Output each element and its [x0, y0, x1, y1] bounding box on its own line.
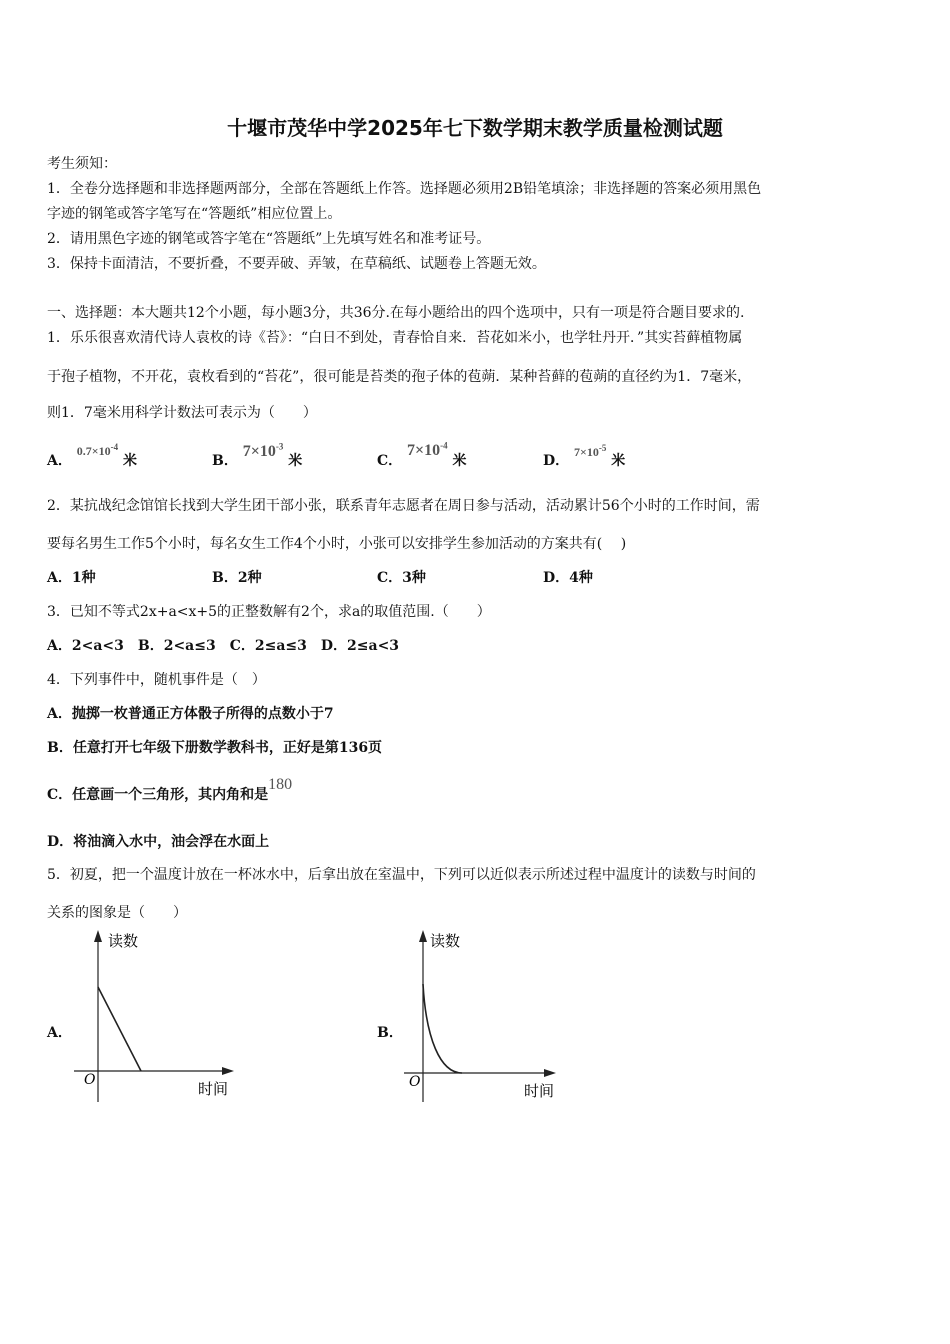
option-label: A． [47, 453, 72, 469]
option-label: C． [377, 453, 403, 469]
option-unit: 米 [288, 453, 303, 469]
graph-line [98, 987, 141, 1071]
angle-value: 180 [268, 776, 293, 793]
q1-line-3: 则1．7毫米用科学计数法可表示为（ ） [47, 405, 317, 421]
q2-option-b: B．2种 [212, 570, 262, 586]
y-axis-label: 读数 [108, 932, 139, 950]
page-title: 十堰市茂华中学2025年七下数学期末教学质量检测试题 [227, 116, 723, 140]
notice-line-1b: 字迹的钢笔或答字笔写在“答题纸”相应位置上。 [47, 206, 342, 222]
y-axis-arrow [94, 930, 102, 942]
q2-option-a: A．1种 [47, 570, 96, 586]
q4-option-d: D．将油滴入水中，油会浮在水面上 [47, 834, 270, 850]
q5-line-2: 关系的图象是（ ） [47, 905, 187, 921]
notice-line-3: 3．保持卡面清洁，不要折叠，不要弄破、弄皱，在草稿纸、试题卷上答题无效。 [47, 256, 546, 272]
option-text: C．任意画一个三角形，其内角和是 [47, 787, 269, 803]
graph-a-label: A． [47, 1025, 72, 1041]
origin-label: O [409, 1074, 421, 1090]
option-unit: 米 [611, 453, 626, 469]
option-exponent: -3 [275, 441, 284, 452]
graph-b-label: B． [377, 1025, 403, 1041]
option-base: 7×10 [407, 442, 441, 459]
q4-stem: 4．下列事件中，随机事件是（ ） [47, 672, 266, 688]
x-axis-arrow [222, 1067, 234, 1075]
option-base: 0.7×10 [76, 444, 111, 458]
notice-line-2: 2．请用黑色字迹的钢笔或答字笔在“答题纸”上先填写姓名和准考证号。 [47, 231, 491, 247]
x-axis-label: 时间 [198, 1080, 229, 1098]
q3-options: A．2<a<3 B．2<a≤3 C．2≤a≤3 D．2≤a<3 [47, 638, 400, 654]
graph-curve [423, 984, 462, 1073]
section-heading: 一、选择题：本大题共12个小题，每小题3分，共36分.在每小题给出的四个选项中，只有一项是符合题目要求的. [47, 305, 745, 321]
option-exponent: -4 [440, 440, 448, 451]
q4-option-a: A．抛掷一枚普通正方体骰子所得的点数小于7 [47, 706, 334, 722]
q4-option-b: B．任意打开七年级下册数学教科书，正好是第136页 [47, 740, 383, 756]
q3-stem: 3．已知不等式2x+a<x+5的正整数解有2个，求a的取值范围.（ ） [47, 604, 491, 620]
q2-option-d: D．4种 [543, 570, 593, 586]
graph-b [400, 928, 580, 1106]
notice-heading: 考生须知： [47, 156, 117, 172]
q1-line-2: 于孢子植物，不开花，袁枚看到的“苔花”，很可能是苔类的孢子体的苞蒴．某种苔藓的苞蒴的直径约为1．7毫米， [47, 369, 752, 385]
option-label: D． [543, 453, 570, 469]
y-axis-label: 读数 [430, 932, 461, 950]
q1-option-c [377, 440, 467, 470]
q5-line-1: 5．初夏，把一个温度计放在一杯冰水中，后拿出放在室温中，下列可以近似表示所述过程中温度计的读数与时间的 [47, 867, 756, 883]
notice-line-1a: 1．全卷分选择题和非选择题两部分，全部在答题纸上作答。选择题必须用2B铅笔填涂；非选择题的答案必须用黑色 [47, 181, 762, 197]
x-axis-label: 时间 [524, 1082, 555, 1100]
q1-option-a [47, 442, 137, 470]
q2-line-1: 2．某抗战纪念馆馆长找到大学生团干部小张，联系青年志愿者在周日参与活动，活动累计56个小时的工作时间，需 [47, 498, 760, 514]
graph-a [70, 928, 250, 1106]
q2-line-2: 要每名男生工作5个小时，每名女生工作4个小时，小张可以安排学生参加活动的方案共有( ) [47, 536, 627, 552]
x-axis-arrow [544, 1069, 556, 1077]
q2-option-c: C．3种 [377, 570, 426, 586]
q1-line-1: 1．乐乐很喜欢清代诗人袁枚的诗《苔》：“白日不到处，青春恰自来．苔花如米小，也学牡丹开．”其实苔藓植物属 [47, 330, 743, 346]
y-axis-arrow [419, 930, 427, 942]
option-label: B． [212, 453, 238, 469]
q1-option-d [543, 443, 626, 470]
option-exponent: -5 [598, 443, 607, 453]
option-unit: 米 [452, 453, 467, 469]
option-unit: 米 [122, 453, 137, 469]
option-base: 7×10 [242, 443, 276, 460]
option-exponent: -4 [110, 442, 119, 452]
option-base: 7×10 [574, 445, 599, 459]
q1-option-b [212, 441, 303, 470]
origin-label: O [84, 1072, 96, 1088]
q4-option-c [47, 776, 293, 804]
